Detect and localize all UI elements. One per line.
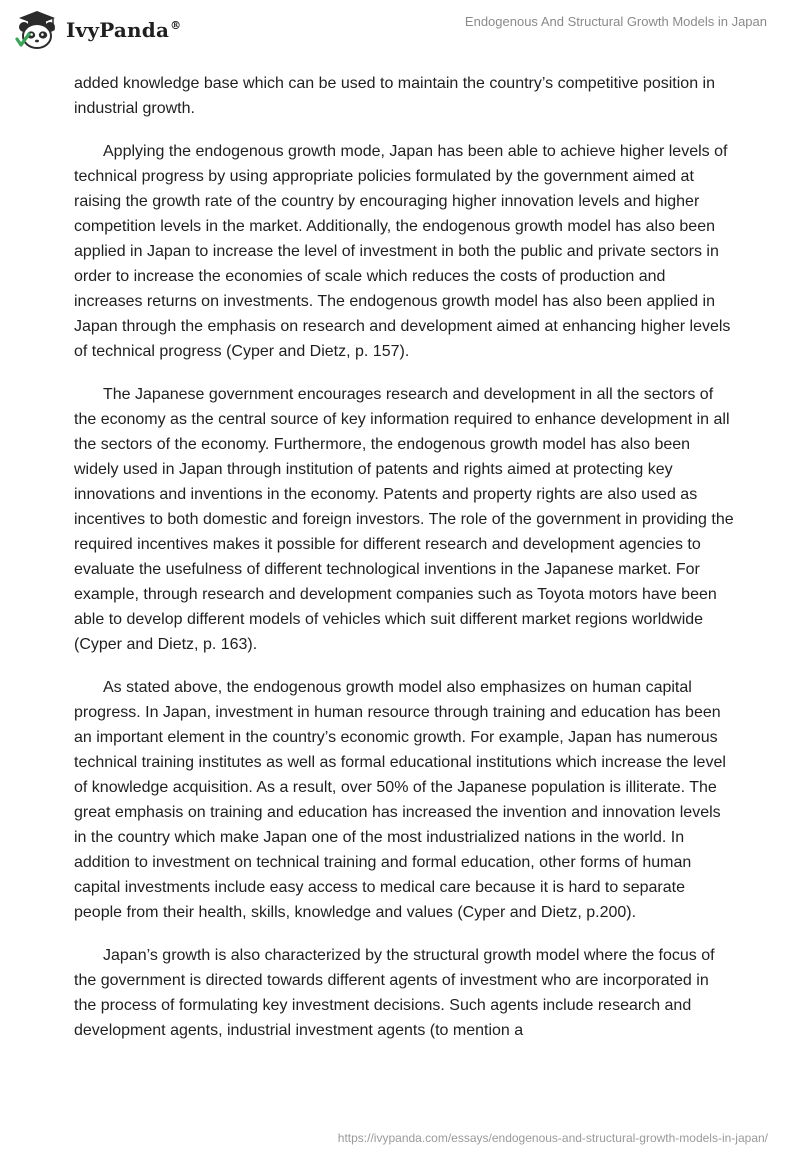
logo-wordmark (66, 18, 181, 42)
paragraph: As stated above, the endogenous growth model also emphasizes on human capital progress. In Japan, investment in human resource through training and education has been an important element in the country’s economic growth. For example, Japan has numerous technical training institutes as well as formal educational institutions which increase the level of knowledge acquisition. As a result, over 50% of the Japanese population is illiterate. The great emphasis on training and education has increased the invention and innovation levels in the country which make Japan one of the most industrialized nations in the world. In addition to investment on technical training and formal education, other forms of human capital investments include easy access to medical care because it is hard to separate people from their health, skills, knowledge and values (Cyper and Dietz, p.200). (74, 679, 726, 921)
logo-name: IvyPanda (66, 18, 170, 42)
ivypanda-logo[interactable] (14, 8, 181, 52)
paragraph: Applying the endogenous growth mode, Japan has been able to achieve higher levels of technical progress by using appropriate policies formulated by the government aimed at raising the growth rate of the country by encouraging higher innovation levels and higher competition levels in the market. Additionally, the endogenous growth model has also been applied in Japan to increase the level of investment in both the public and private sectors in order to increase the economies of scale which reduces the costs of production and increases returns on investments. The endogenous growth model has also been applied in Japan through the emphasis on research and development aimed at enhancing higher levels of technical progress (Cyper and Dietz, p. 157). (74, 143, 731, 360)
registered-mark: ® (170, 19, 182, 33)
paragraph: added knowledge base which can be used to maintain the country’s competitive position in industrial growth. (74, 75, 715, 117)
panda-logo-icon (14, 8, 60, 52)
paragraph: The Japanese government encourages research and development in all the sectors of the economy as the central source of key information required to enhance development in all the sectors of the economy. Furthermore, the endogenous growth model has also been widely used in Japan through institution of patents and rights aimed at protecting key innovations and inventions in the economy. Patents and property rights are also used as incentives to both domestic and foreign investors. The role of the government in providing the required incentives makes it possible for different research and development agencies to evaluate the usefulness of different technological inventions in the Japanese market. For example, through research and development companies such as Toyota motors have been able to develop different models of vehicles which suit different market regions worldwide (Cyper and Dietz, p. 163). (74, 386, 734, 653)
source-url-link[interactable]: https://ivypanda.com/essays/endogenous-and-structural-growth-models-in-japan/ (337, 1131, 768, 1145)
paragraph: Japan’s growth is also characterized by the structural growth model where the focus of the government is directed towards different agents of investment who are incorporated in the process of formulating key investment decisions. Such agents include research and development agents, industrial investment agents (to mention a (74, 947, 715, 1039)
essay-body (74, 71, 734, 1061)
page-title: Endogenous And Structural Growth Models in Japan (464, 14, 767, 29)
